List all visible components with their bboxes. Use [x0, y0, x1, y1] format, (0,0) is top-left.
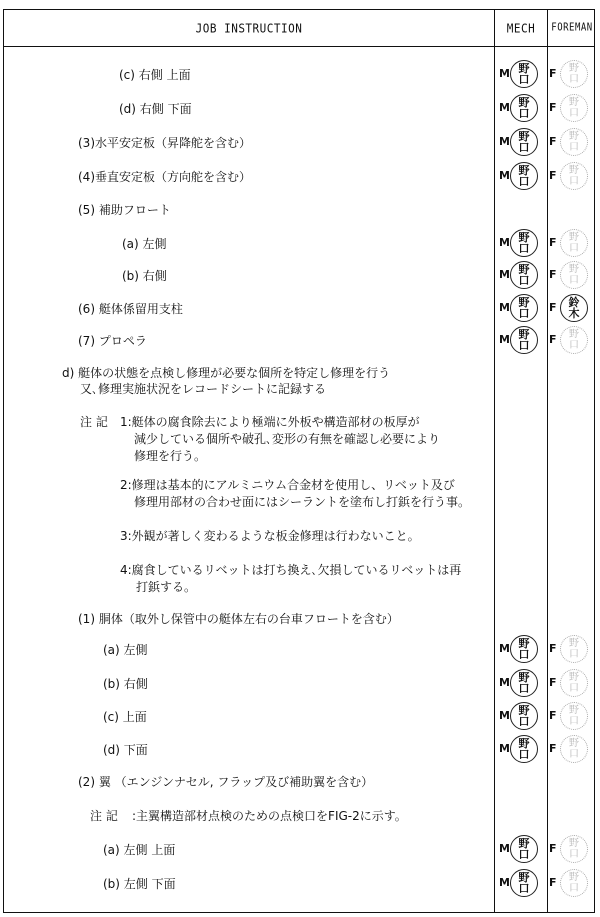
mech-mark: M [499, 169, 510, 182]
mech-mark: M [499, 268, 510, 281]
item-propeller: (7) プロペラ [78, 334, 147, 348]
foreman-seal-stamp: 野 口 [560, 94, 588, 122]
foreman-seal-stamp: 野 口 [560, 869, 588, 897]
note1-line2: 減少している個所や破孔､変形の有無を確認し必要により [134, 432, 441, 446]
foreman-column-divider [547, 10, 548, 912]
note4-line1: 4:腐食しているリベットは打ち換え､欠損しているリベットは再 [120, 563, 462, 577]
mech-seal-stamp: 野 口 [510, 702, 538, 730]
wing-note-label: 注 記 [90, 809, 118, 823]
foreman-seal-stamp: 野 口 [560, 60, 588, 88]
foreman-mark: F [549, 101, 557, 114]
item-aux-float-right: (b) 右側 [122, 269, 167, 283]
item-aux-float: (5) 補助フロート [78, 203, 171, 217]
foreman-seal-stamp: 野 口 [560, 702, 588, 730]
mech-seal-stamp: 野 口 [510, 128, 538, 156]
foreman-mark: F [549, 676, 557, 689]
note-label: 注 記 [80, 415, 108, 429]
item-horizontal-stabilizer: (3)水平安定板（昇降舵を含む） [78, 136, 251, 150]
foreman-seal-stamp: 野 口 [560, 835, 588, 863]
foreman-mark: F [549, 268, 557, 281]
foreman-seal-stamp: 野 口 [560, 735, 588, 763]
foreman-mark: F [549, 169, 557, 182]
header-job-instruction: JOB INSTRUCTION [195, 20, 303, 36]
item-hull-upper: (c) 上面 [103, 710, 147, 724]
foreman-mark: F [549, 642, 557, 655]
mech-seal-stamp: 野 口 [510, 635, 538, 663]
mech-seal-stamp: 野 口 [510, 94, 538, 122]
mech-seal-stamp: 野 口 [510, 669, 538, 697]
header-mech: MECH [506, 20, 536, 36]
foreman-seal-stamp: 野 口 [560, 261, 588, 289]
foreman-mark: F [549, 236, 557, 249]
note2-line2: 修理用部材の合わせ面にはシーラントを塗布し打鋲を行う事。 [134, 495, 471, 509]
mech-mark: M [499, 742, 510, 755]
note3: 3:外観が著しく変わるような板金修理は行わないこと。 [120, 529, 420, 543]
foreman-mark: F [549, 876, 557, 889]
item-aux-float-left: (a) 左側 [122, 237, 167, 251]
mech-mark: M [499, 333, 510, 346]
mech-seal-stamp: 野 口 [510, 162, 538, 190]
item-d-right-lower: (d) 右側 下面 [119, 102, 192, 116]
mech-mark: M [499, 101, 510, 114]
foreman-seal-stamp: 鈴 木 [560, 294, 588, 322]
foreman-mark: F [549, 67, 557, 80]
foreman-mark: F [549, 742, 557, 755]
wing-note: :主翼構造部材点検のための点検口をFIG-2に示す。 [132, 809, 407, 823]
mech-mark: M [499, 842, 510, 855]
mech-seal-stamp: 野 口 [510, 835, 538, 863]
item-wing-left-upper: (a) 左側 上面 [103, 843, 176, 857]
mech-seal-stamp: 野 口 [510, 294, 538, 322]
mech-seal-stamp: 野 口 [510, 735, 538, 763]
mech-mark: M [499, 67, 510, 80]
mech-seal-stamp: 野 口 [510, 229, 538, 257]
mech-seal-stamp: 野 口 [510, 326, 538, 354]
item-hull-lower: (d) 下面 [103, 743, 148, 757]
foreman-mark: F [549, 333, 557, 346]
note1-line1: 1:艇体の腐食除去により極端に外板や構造部材の板厚が [120, 415, 420, 429]
foreman-seal-stamp: 野 口 [560, 229, 588, 257]
section-d-line2: 又､修理実施状況をレコードシートに記録する [80, 382, 327, 396]
mech-seal-stamp: 野 口 [510, 60, 538, 88]
foreman-seal-stamp: 野 口 [560, 162, 588, 190]
header-foreman: FOREMAN [551, 22, 593, 34]
mech-mark: M [499, 135, 510, 148]
note4-line2: 打鋲する。 [136, 580, 197, 594]
mech-seal-stamp: 野 口 [510, 261, 538, 289]
item-hull-left: (a) 左側 [103, 643, 148, 657]
note1-line3: 修理を行う。 [134, 449, 207, 463]
mech-mark: M [499, 876, 510, 889]
item-wing: (2) 翼 （エンジンナセル, フラップ及び補助翼を含む） [78, 775, 374, 789]
mech-seal-stamp: 野 口 [510, 869, 538, 897]
item-hull-right: (b) 右側 [103, 677, 148, 691]
mech-mark: M [499, 301, 510, 314]
mech-mark: M [499, 642, 510, 655]
foreman-seal-stamp: 野 口 [560, 128, 588, 156]
item-c-right-upper: (c) 右側 上面 [119, 68, 191, 82]
item-hull-mount: (6) 艇体係留用支柱 [78, 302, 183, 316]
item-wing-left-lower: (b) 左側 下面 [103, 877, 176, 891]
foreman-mark: F [549, 301, 557, 314]
mech-mark: M [499, 236, 510, 249]
foreman-mark: F [549, 842, 557, 855]
item-vertical-stabilizer: (4)垂直安定板（方向舵を含む） [78, 170, 251, 184]
foreman-seal-stamp: 野 口 [560, 326, 588, 354]
section-d-line1: d) 艇体の状態を点検し修理が必要な個所を特定し修理を行う [62, 366, 391, 380]
note2-line1: 2:修理は基本的にアルミニウム合金材を使用し、リベット及び [120, 478, 455, 492]
foreman-seal-stamp: 野 口 [560, 635, 588, 663]
foreman-mark: F [549, 709, 557, 722]
mech-column-divider [494, 10, 495, 912]
foreman-mark: F [549, 135, 557, 148]
item-hull: (1) 胴体（取外し保管中の艇体左右の台車フロートを含む） [78, 612, 399, 626]
mech-mark: M [499, 676, 510, 689]
foreman-seal-stamp: 野 口 [560, 669, 588, 697]
mech-mark: M [499, 709, 510, 722]
